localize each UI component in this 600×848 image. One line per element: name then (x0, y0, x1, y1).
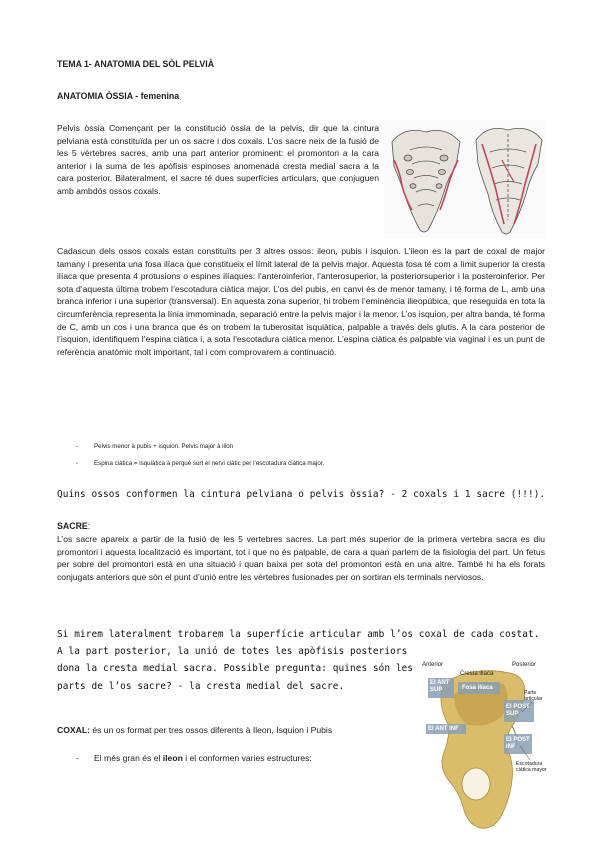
sacre-heading-colon: : (87, 521, 91, 531)
label-ei-ant-sup: EI ANT SUP (430, 680, 450, 693)
bullet-list-notes (76, 442, 536, 469)
label-posterior: Posterior (512, 662, 537, 668)
handwritten-question: Quins ossos conformen la cintura pelviana o pelvis òssia? - 2 coxals i 1 sacre (!!!). (57, 489, 546, 500)
section-heading-bold: ANATOMIA ÒSSIA (57, 91, 133, 101)
sacre-heading (57, 520, 90, 533)
paragraph-sacre: L’os sacre apareix a partir de la fusió de les 5 vertebres sacres. La part més superior de la primera vertebra sacra es diu promontori i aquesta localització és important, tot i que no és palpable, de cara a quan parlem de la fisiologia del part. Un fetus per sobre del promontori està en una situació i quan baixa per sota del promontori està en una altre. També hi ha els forats conjugats anteriors que són el punt d’unió entre les vèrtebres fusionades per on sortiran els terminals nerviosos. (57, 534, 545, 582)
label-parte-articular: Parte articular (524, 690, 543, 702)
paragraph-intro: Pelvis òssia Començant per la constitució òssia de la pelvis, dir que la cintura pelviana està constituïda per un os sacre i dos coxals. L’os sacre neix de la fusió de les 5 vèrtebres sacres, amb una part anterior prominent: el promontori a la cara anterior i la suma de les apòfisis espinoses anomenada cresta medial sacra a la cara posterior. Bilateralment, el sacre té dues superfícies articulars, que conjuguen amb ambdós ossos coxals. (57, 123, 379, 196)
handnote-line-2: A la part posterior, la unió de totes les apòfisis posteriors (57, 646, 408, 657)
dash-marker: - (76, 443, 79, 450)
label-fosa-iliaca: Fosa ilíaca (462, 685, 493, 691)
coxal-text: és un os format per tres ossos diferents à Ileon, Isquion i Pubis (89, 725, 333, 735)
bullet-text-post: i el conformen varies estructures: (182, 753, 312, 763)
dash-marker: - (76, 460, 79, 467)
bullet-text-pre: El més gran és el (94, 753, 163, 763)
bullet-list-ileon (76, 752, 416, 765)
label-ei-post-sup: EI POST SUP (506, 704, 530, 717)
paragraph-coxals: Cadascun dels ossos coxals estan constituïts per 3 altres ossos: ileon, pubis i isquion. L’ileon es la part de coxal de major tamany i presenta una fosa ilíaca que constitueix el límit lateral de la pelvis major. Aquesta fosa té com a límit superior la cresta ilíaca que presenta 4 protusions o espines ilíaques: l’anteroinferior, l’anterosuperior, la posteriorsuperior i la posteroinferior. Per sota d’aquesta última trobem l’escotadura ciàtica major. L’os del pubis, en canvi és de menor tamany, i té forma de L, amb una branca inferior i una superior (transversal). En aquesta zona superior, hi trobem l’eminència ilieopúbica, que reseguida en tota la circumferència representa la línia immominada, separació entre la pelvis major i la menor. L’os isquion, per altra banda, té forma de C, amb un cos i una branca que és on trobem la tuberositat isquiàtica, palpable a través dels glutis. A la cara posterior de l’isquion, identifiquem l’espina ciàtica i, a sota l’escotadura ciàtica menor. L’espina ciàtica és palpable via vaginal i es un punt de referència anatòmic molt important, tal i com comprovarem a continuació. (57, 246, 545, 357)
list-item (76, 459, 536, 469)
document-title: TEMA 1- ANATOMIA DEL SÒL PELVIÀ (57, 59, 215, 69)
sacre-heading-text: SACRE (57, 521, 88, 531)
sacrum-figure (384, 120, 546, 238)
sacrum-illustration (384, 120, 546, 238)
handnote-line-1: Si mirem lateralment trobarem la superfície articular amb l’os coxal de cada costat. (57, 629, 540, 640)
section-heading-rest: - femenina (132, 91, 180, 101)
label-ei-post-inf: EI POST INF (506, 737, 530, 750)
bullet-text: Pelvis menor à pubis + isquion. Pelvis major à ilion (94, 443, 234, 450)
coxal-heading: COXAL: (57, 725, 90, 735)
dash-marker: - (76, 753, 79, 763)
list-item (76, 752, 416, 765)
label-escotadura: Escotadura ciática mayor (516, 761, 547, 773)
coxal-figure (420, 660, 550, 832)
label-cresta-iliaca: Cresta ilíaca (460, 671, 494, 677)
label-ei-ant-inf: EI ANT INF (428, 726, 459, 732)
label-anterior: Anterior (422, 662, 444, 668)
bullet-text: Espina ciàtica = isquiàtica à perquè surt el nervi ciàtic per l’escotadura ciàtica major. (94, 460, 325, 467)
handnote-line-3: dona la cresta medial sacra. Possible pregunta: quines són les (57, 663, 414, 674)
list-item (76, 442, 536, 452)
handnote-line-4: parts de l’os sacre? - la cresta medial del sacre. (57, 681, 345, 692)
coxal-paragraph (57, 724, 417, 737)
bullet-text-bold: ileon (162, 753, 183, 763)
section-heading-anatomia (57, 90, 179, 103)
